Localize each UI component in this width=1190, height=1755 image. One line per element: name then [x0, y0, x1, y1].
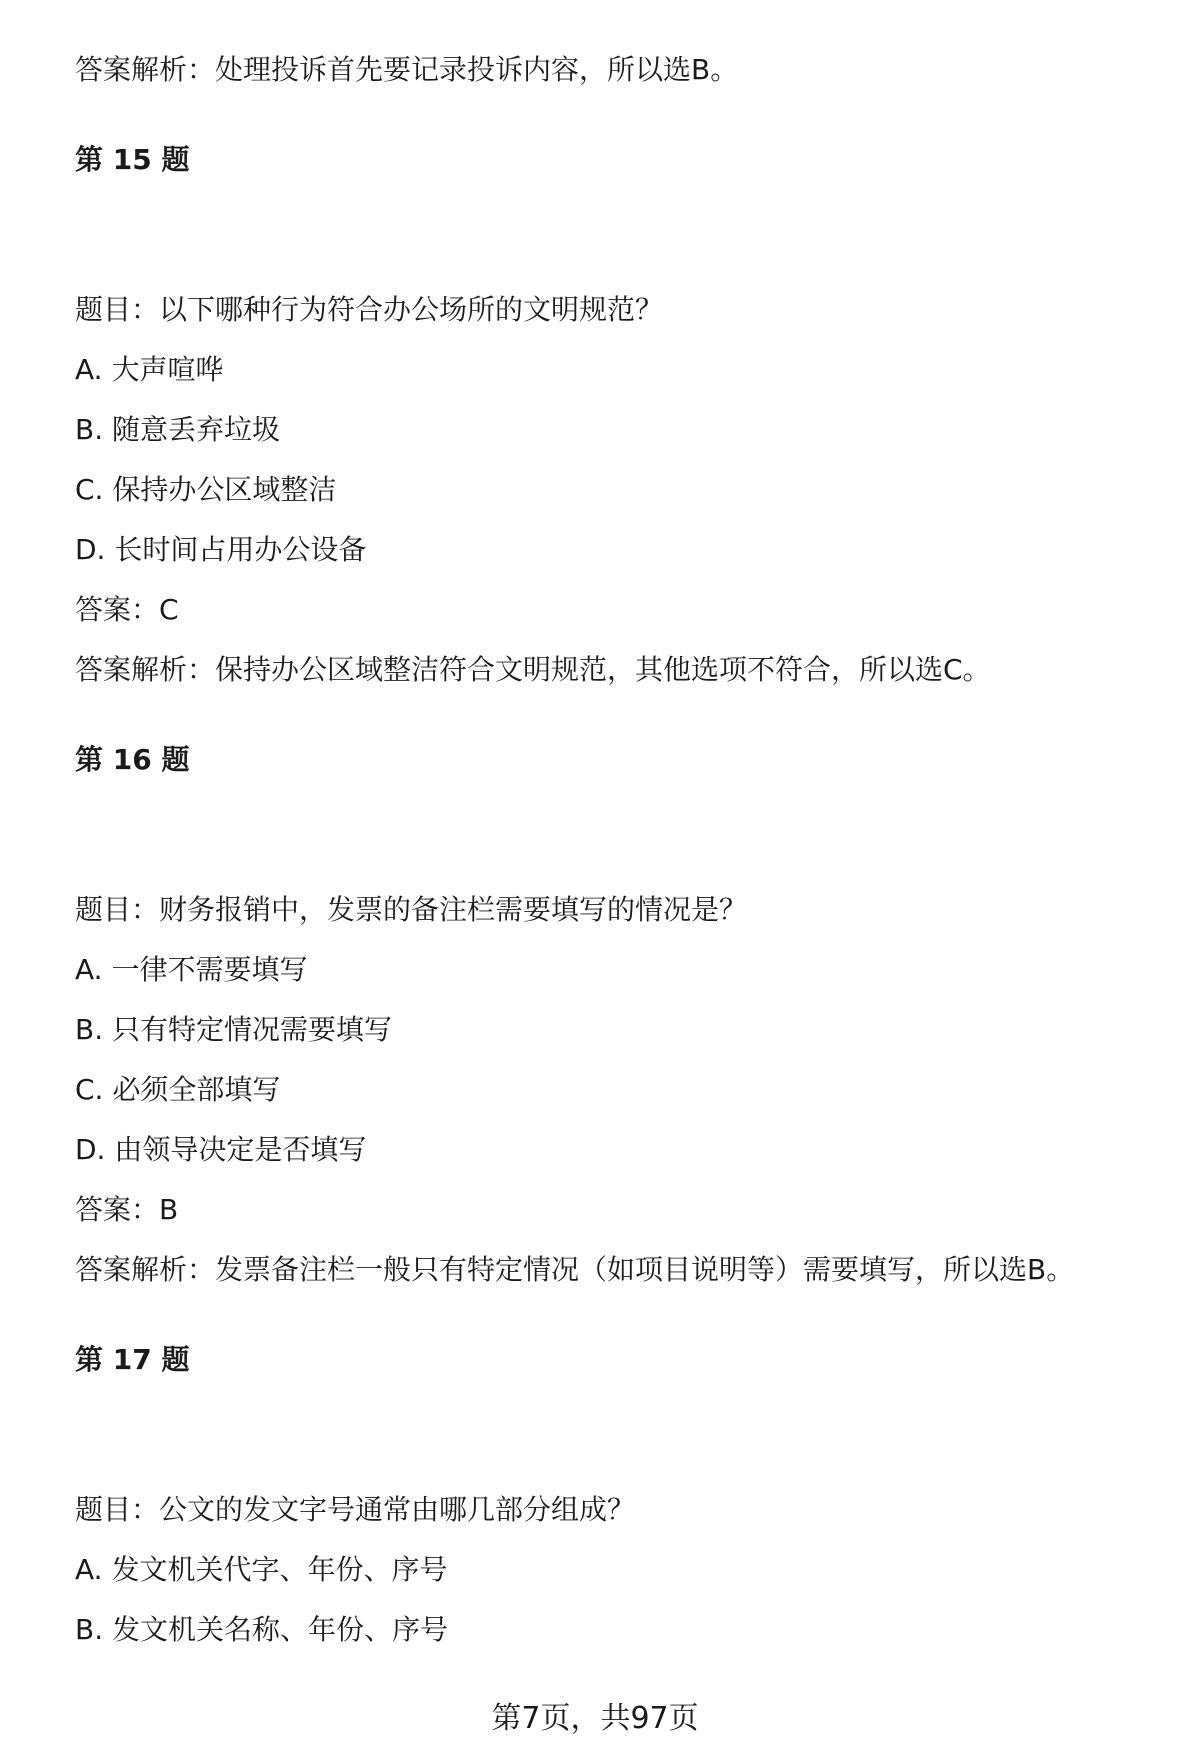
- option-c: C. 保持办公区域整洁: [75, 473, 337, 506]
- answer-text: 答案：C: [75, 593, 179, 626]
- option-b: B. 只有特定情况需要填写: [75, 1013, 393, 1046]
- question-heading: 第 16 题: [75, 743, 190, 776]
- question-text: 题目：公文的发文字号通常由哪几部分组成？: [75, 1493, 636, 1526]
- explanation-text: 答案解析：处理投诉首先要记录投诉内容，所以选B。: [75, 53, 739, 86]
- question-heading: 第 15 题: [75, 143, 190, 176]
- option-b: B. 发文机关名称、年份、序号: [75, 1613, 449, 1646]
- option-d: D. 长时间占用办公设备: [75, 533, 367, 566]
- question-text: 题目：以下哪种行为符合办公场所的文明规范？: [75, 293, 664, 326]
- question-text: 题目：财务报销中，发票的备注栏需要填写的情况是？: [75, 893, 748, 926]
- option-a: A. 发文机关代字、年份、序号: [75, 1553, 448, 1586]
- page-number: 第7页，共97页: [491, 1701, 699, 1736]
- answer-text: 答案：B: [75, 1193, 179, 1226]
- option-a: A. 大声喧哗: [75, 353, 224, 386]
- explanation-text: 答案解析：保持办公区域整洁符合文明规范，其他选项不符合，所以选C。: [75, 653, 991, 686]
- option-b: B. 随意丢弃垃圾: [75, 413, 281, 446]
- option-d: D. 由领导决定是否填写: [75, 1133, 367, 1166]
- explanation-text: 答案解析：发票备注栏一般只有特定情况（如项目说明等）需要填写，所以选B。: [75, 1253, 1075, 1286]
- question-heading: 第 17 题: [75, 1343, 190, 1376]
- option-a: A. 一律不需要填写: [75, 953, 308, 986]
- option-c: C. 必须全部填写: [75, 1073, 281, 1106]
